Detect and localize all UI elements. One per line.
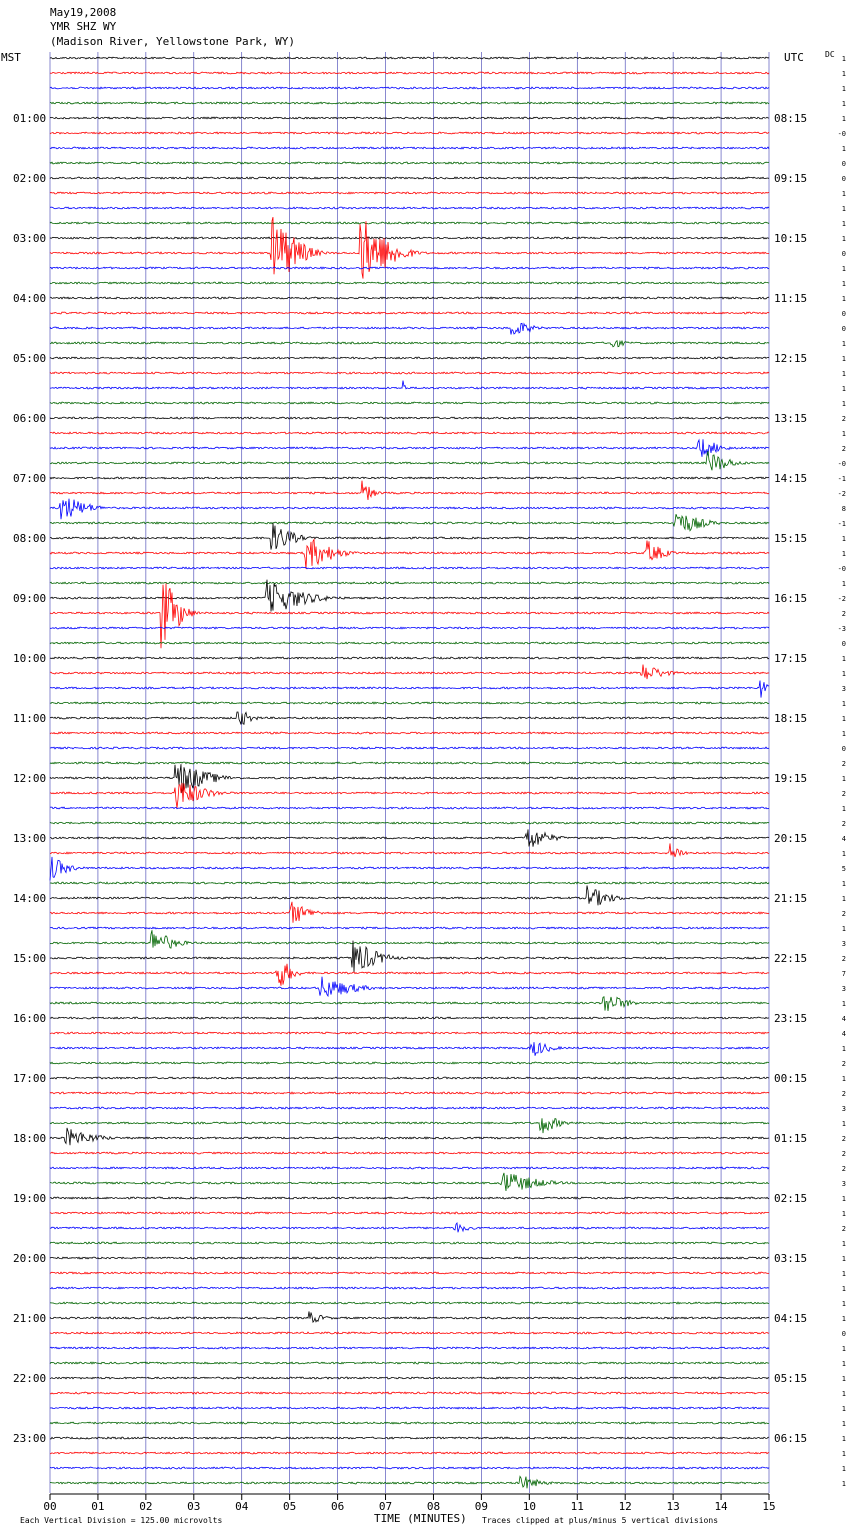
- utc-hour-label: 11:15: [774, 292, 808, 305]
- dc-offset-value: 1: [841, 400, 846, 408]
- mst-hour-label: 21:00: [13, 1312, 47, 1325]
- dc-offset-value: 1: [841, 220, 846, 228]
- mst-hour-label: 02:00: [13, 172, 47, 185]
- dc-offset-value: 1: [841, 1195, 846, 1203]
- seismic-trace: [50, 222, 769, 224]
- dc-offset-value: 2: [841, 1090, 846, 1098]
- seismic-trace: [50, 297, 769, 299]
- mst-hour-label: 23:00: [13, 1432, 47, 1445]
- dc-offset-value: 1: [841, 1465, 846, 1473]
- dc-offset-value: 1: [841, 430, 846, 438]
- utc-hour-label: 03:15: [774, 1252, 808, 1265]
- dc-offset-value: 2: [841, 790, 846, 798]
- seismic-trace: [50, 747, 769, 749]
- seismic-trace: [50, 514, 769, 531]
- dc-offset-value: 1: [841, 715, 846, 723]
- seismic-trace: [50, 192, 769, 194]
- utc-hour-label: 04:15: [774, 1312, 808, 1325]
- seismic-trace: [50, 783, 769, 808]
- seismic-trace: [50, 886, 769, 906]
- seismic-trace: [50, 642, 769, 644]
- dc-label: DC: [825, 50, 835, 59]
- dc-offset-value: 1: [841, 145, 846, 153]
- dc-offset-value: 1: [841, 1045, 846, 1053]
- seismic-trace: [50, 1197, 769, 1199]
- dc-offset-value: 1: [841, 580, 846, 588]
- dc-offset-value: 1: [841, 1075, 846, 1083]
- dc-offset-value: 1: [841, 1315, 846, 1323]
- x-tick-label: 00: [43, 1500, 57, 1513]
- seismic-trace: [50, 117, 769, 119]
- utc-hour-label: 20:15: [774, 832, 808, 845]
- seismic-trace: [50, 499, 769, 520]
- dc-offset-value: 1: [841, 1120, 846, 1128]
- x-tick-label: 05: [283, 1500, 297, 1513]
- seismic-trace: [50, 323, 769, 334]
- seismic-trace: [50, 941, 769, 973]
- seismic-trace: [50, 147, 769, 149]
- x-tick-label: 11: [570, 1500, 584, 1513]
- dc-offset-value: -2: [837, 595, 846, 603]
- seismic-trace: [50, 282, 769, 284]
- dc-offset-value: 0: [841, 175, 846, 183]
- mst-hour-label: 18:00: [13, 1132, 47, 1145]
- dc-offset-value: 2: [841, 910, 846, 918]
- seismic-trace: [50, 1212, 769, 1214]
- header-location: (Madison River, Yellowstone Park, WY): [50, 35, 296, 48]
- seismic-trace: [50, 162, 769, 164]
- dc-offset-value: 5: [841, 865, 846, 873]
- seismic-trace: [50, 902, 769, 923]
- seismic-trace: [50, 1118, 769, 1133]
- dc-offset-value: 1: [841, 1360, 846, 1368]
- dc-offset-value: -2: [837, 490, 846, 498]
- seismic-trace: [50, 567, 769, 569]
- dc-offset-value: 1: [841, 1240, 846, 1248]
- seismic-trace: [50, 432, 769, 434]
- seismic-trace: [50, 1017, 769, 1019]
- dc-offset-value: 2: [841, 1060, 846, 1068]
- seismic-trace: [50, 481, 769, 500]
- utc-hour-label: 19:15: [774, 772, 808, 785]
- dc-offset-value: 1: [841, 370, 846, 378]
- seismic-trace: [50, 1422, 769, 1424]
- dc-offset-value: 1: [841, 1435, 846, 1443]
- utc-hour-label: 01:15: [774, 1132, 808, 1145]
- seismic-trace: [50, 764, 769, 792]
- utc-hour-label: 21:15: [774, 892, 808, 905]
- dc-offset-value: -0: [837, 130, 846, 138]
- seismic-trace: [50, 807, 769, 809]
- dc-offset-value: 1: [841, 805, 846, 813]
- dc-offset-value: 3: [841, 1180, 846, 1188]
- header-date: May19,2008: [50, 6, 117, 19]
- dc-offset-value: 1: [841, 100, 846, 108]
- dc-offset-value: 2: [841, 610, 846, 618]
- x-tick-label: 15: [762, 1500, 776, 1513]
- utc-hour-label: 23:15: [774, 1012, 808, 1025]
- mst-hour-label: 06:00: [13, 412, 47, 425]
- dc-offset-value: 1: [841, 1480, 846, 1488]
- mst-hour-label: 13:00: [13, 832, 47, 845]
- dc-offset-value: -1: [837, 520, 846, 528]
- dc-offset-value: 0: [841, 1330, 846, 1338]
- seismic-trace: [50, 102, 769, 104]
- seismic-trace: [50, 372, 769, 374]
- dc-offset-value: -1: [837, 475, 846, 483]
- seismic-trace: [50, 997, 769, 1011]
- seismic-trace: [50, 417, 769, 419]
- dc-offset-value: 1: [841, 895, 846, 903]
- mst-hour-label: 20:00: [13, 1252, 47, 1265]
- dc-offset-value: 4: [841, 1030, 846, 1038]
- dc-offset-value: 1: [841, 115, 846, 123]
- dc-offset-value: 3: [841, 985, 846, 993]
- dc-offset-value: 1: [841, 730, 846, 738]
- mst-hour-label: 16:00: [13, 1012, 47, 1025]
- dc-offset-value: 1: [841, 925, 846, 933]
- seismic-trace: [50, 1467, 769, 1469]
- dc-offset-value: 1: [841, 1300, 846, 1308]
- x-axis: [43, 1494, 775, 1513]
- seismic-trace: [50, 583, 769, 648]
- seismic-trace: [50, 681, 769, 698]
- seismic-trace: [50, 1173, 769, 1191]
- seismic-trace: [50, 1107, 769, 1109]
- seismic-trace: [50, 882, 769, 884]
- seismic-trace: [50, 1362, 769, 1364]
- seismic-trace: [50, 1287, 769, 1289]
- seismic-trace: [50, 1377, 769, 1379]
- seismic-trace: [50, 451, 769, 470]
- dc-offset-value: 1: [841, 550, 846, 558]
- seismic-trace: [50, 665, 769, 680]
- dc-offset-value: 1: [841, 1285, 846, 1293]
- seismic-trace: [50, 964, 769, 986]
- mst-hour-label: 14:00: [13, 892, 47, 905]
- dc-offset-value: 2: [841, 820, 846, 828]
- dc-offset-value: 1: [841, 655, 846, 663]
- dc-offset-value: 1: [841, 295, 846, 303]
- dc-offset-value: 1: [841, 280, 846, 288]
- seismic-trace: [50, 341, 769, 347]
- seismic-trace: [50, 1437, 769, 1439]
- dc-offset-value: 2: [841, 1225, 846, 1233]
- seismic-trace: [50, 381, 769, 389]
- mst-hour-label: 07:00: [13, 472, 47, 485]
- seismic-trace: [50, 439, 769, 457]
- seismic-trace: [50, 1452, 769, 1454]
- seismic-trace: [50, 762, 769, 764]
- dc-offset-value: 2: [841, 760, 846, 768]
- dc-offset-value: 4: [841, 835, 846, 843]
- mst-hour-label: 15:00: [13, 952, 47, 965]
- dc-offset-value: 0: [841, 325, 846, 333]
- seismic-trace: [50, 1272, 769, 1274]
- dc-offset-value: 4: [841, 1015, 846, 1023]
- utc-hour-label: 10:15: [774, 232, 808, 245]
- utc-hour-label: 09:15: [774, 172, 808, 185]
- dc-offset-value: 3: [841, 685, 846, 693]
- utc-hour-label: 15:15: [774, 532, 808, 545]
- seismic-trace: [50, 523, 769, 549]
- dc-offset-value: 1: [841, 1375, 846, 1383]
- dc-offset-value: 1: [841, 850, 846, 858]
- dc-offset-value: 1: [841, 1450, 846, 1458]
- dc-offset-value: 1: [841, 670, 846, 678]
- utc-hour-label: 02:15: [774, 1192, 808, 1205]
- seismic-trace: [50, 657, 769, 659]
- seismic-trace: [50, 627, 769, 629]
- dc-offset-value: 1: [841, 535, 846, 543]
- mst-hour-label: 05:00: [13, 352, 47, 365]
- x-tick-label: 07: [378, 1500, 393, 1513]
- x-tick-label: 04: [235, 1500, 249, 1513]
- seismic-trace: [50, 1077, 769, 1079]
- utc-hour-label: 06:15: [774, 1432, 808, 1445]
- seismic-trace: [50, 843, 769, 857]
- seismic-trace: [50, 237, 769, 239]
- scale-note: Each Vertical Division = 125.00 microvolts: [20, 1516, 223, 1525]
- utc-hour-label: 05:15: [774, 1372, 808, 1385]
- trace-rows: [50, 57, 769, 1488]
- seismic-trace: [50, 477, 769, 479]
- dc-offset-value: 8: [841, 505, 846, 513]
- seismic-trace: [50, 1392, 769, 1394]
- dc-offset-value: 2: [841, 415, 846, 423]
- dc-offset-value: 1: [841, 700, 846, 708]
- seismic-trace: [50, 829, 769, 846]
- dc-offset-value: 1: [841, 340, 846, 348]
- mst-hour-label: 17:00: [13, 1072, 47, 1085]
- seismic-trace: [50, 312, 769, 314]
- dc-offset-value: 0: [841, 745, 846, 753]
- seismic-trace: [50, 217, 769, 279]
- dc-offset-value: 0: [841, 160, 846, 168]
- dc-offset-value: 1: [841, 1270, 846, 1278]
- dc-offset-value: 1: [841, 265, 846, 273]
- dc-offset-value: 1: [841, 1255, 846, 1263]
- utc-hour-label: 17:15: [774, 652, 808, 665]
- dc-offset-value: 0: [841, 640, 846, 648]
- seismic-trace: [50, 132, 769, 134]
- utc-hour-label: 18:15: [774, 712, 808, 725]
- mst-hour-label: 10:00: [13, 652, 47, 665]
- seismic-trace: [50, 1242, 769, 1244]
- header-station: YMR SHZ WY: [50, 20, 117, 33]
- dc-offset-value: 2: [841, 1150, 846, 1158]
- right-axis-label: UTC: [784, 51, 804, 64]
- seismic-trace: [50, 177, 769, 179]
- seismic-trace: [50, 857, 769, 881]
- dc-offset-value: -3: [837, 625, 846, 633]
- seismic-trace: [50, 1332, 769, 1334]
- seismic-trace: [50, 1042, 769, 1056]
- dc-offset-value: -0: [837, 460, 846, 468]
- mst-hour-label: 19:00: [13, 1192, 47, 1205]
- dc-offset-value: 1: [841, 85, 846, 93]
- dc-offset-value: 2: [841, 955, 846, 963]
- seismic-trace: [50, 87, 769, 89]
- dc-offset-value: 1: [841, 1210, 846, 1218]
- seismic-trace: [50, 977, 769, 996]
- dc-offset-value: 7: [841, 970, 846, 978]
- seismic-trace: [50, 1257, 769, 1259]
- dc-offset-value: -0: [837, 565, 846, 573]
- dc-offset-value: 1: [841, 70, 846, 78]
- seismic-trace: [50, 930, 769, 948]
- dc-offset-value: 2: [841, 1135, 846, 1143]
- dc-offset-value: 1: [841, 235, 846, 243]
- dc-offset-value: 1: [841, 1405, 846, 1413]
- dc-offset-value: 1: [841, 1000, 846, 1008]
- seismic-trace: [50, 1032, 769, 1034]
- seismic-trace: [50, 927, 769, 929]
- seismic-trace: [50, 1223, 769, 1232]
- x-axis-label: TIME (MINUTES): [374, 1512, 467, 1525]
- clip-note: Traces clipped at plus/minus 5 vertical divisions: [482, 1516, 719, 1525]
- seismic-trace: [50, 702, 769, 704]
- dc-offset-value: 0: [841, 310, 846, 318]
- x-tick-label: 01: [91, 1500, 105, 1513]
- seismic-trace: [50, 582, 769, 584]
- dc-offset-value: 1: [841, 385, 846, 393]
- dc-offset-value: 0: [841, 250, 846, 258]
- dc-offset-value: 3: [841, 940, 846, 948]
- seismic-trace: [50, 1062, 769, 1064]
- dc-offset-value: 2: [841, 1165, 846, 1173]
- seismic-trace: [50, 402, 769, 404]
- left-axis-label: MST: [1, 51, 21, 64]
- seismic-trace: [50, 1347, 769, 1349]
- seismic-trace: [50, 732, 769, 734]
- utc-hour-label: 12:15: [774, 352, 808, 365]
- seismic-trace: [50, 822, 769, 824]
- utc-hour-label: 08:15: [774, 112, 808, 125]
- dc-offset-value: 1: [841, 55, 846, 63]
- seismic-trace: [50, 580, 769, 612]
- x-tick-label: 06: [330, 1500, 345, 1513]
- mst-hour-label: 03:00: [13, 232, 47, 245]
- dc-offset-value: 1: [841, 775, 846, 783]
- seismic-trace: [50, 1167, 769, 1169]
- dc-offset-value: 3: [841, 1105, 846, 1113]
- seismic-trace: [50, 1302, 769, 1304]
- seismic-trace: [50, 1092, 769, 1094]
- seismic-trace: [50, 1128, 769, 1145]
- dc-offset-value: 1: [841, 1420, 846, 1428]
- utc-hour-label: 22:15: [774, 952, 808, 965]
- seismic-trace: [50, 1152, 769, 1154]
- x-tick-label: 02: [139, 1500, 153, 1513]
- utc-hour-label: 14:15: [774, 472, 808, 485]
- x-tick-label: 09: [474, 1500, 489, 1513]
- x-tick-label: 13: [666, 1500, 680, 1513]
- seismic-trace: [50, 207, 769, 209]
- dc-offset-value: 2: [841, 445, 846, 453]
- mst-hour-label: 08:00: [13, 532, 47, 545]
- dc-offset-value: 1: [841, 1390, 846, 1398]
- seismic-trace: [50, 72, 769, 74]
- mst-hour-label: 12:00: [13, 772, 47, 785]
- mst-hour-label: 04:00: [13, 292, 47, 305]
- mst-hour-label: 09:00: [13, 592, 47, 605]
- x-tick-label: 14: [714, 1500, 728, 1513]
- utc-hour-label: 13:15: [774, 412, 808, 425]
- dc-offset-value: 1: [841, 205, 846, 213]
- seismic-trace: [50, 357, 769, 359]
- x-tick-label: 08: [426, 1500, 441, 1513]
- seismic-trace: [50, 540, 769, 569]
- x-tick-label: 03: [187, 1500, 201, 1513]
- dc-offset-value: 1: [841, 880, 846, 888]
- mst-hour-label: 22:00: [13, 1372, 47, 1385]
- seismic-trace: [50, 1407, 769, 1409]
- seismic-trace: [50, 267, 769, 269]
- seismic-trace: [50, 1311, 769, 1322]
- mst-hour-label: 11:00: [13, 712, 47, 725]
- dc-offset-value: 1: [841, 190, 846, 198]
- utc-hour-label: 00:15: [774, 1072, 808, 1085]
- seismic-trace: [50, 712, 769, 725]
- dc-offset-value: 1: [841, 355, 846, 363]
- dc-offset-value: 1: [841, 1345, 846, 1353]
- seismic-trace: [50, 1476, 769, 1488]
- seismic-trace: [50, 57, 769, 59]
- x-tick-label: 12: [618, 1500, 632, 1513]
- x-tick-label: 10: [522, 1500, 536, 1513]
- utc-hour-label: 16:15: [774, 592, 808, 605]
- mst-hour-label: 01:00: [13, 112, 47, 125]
